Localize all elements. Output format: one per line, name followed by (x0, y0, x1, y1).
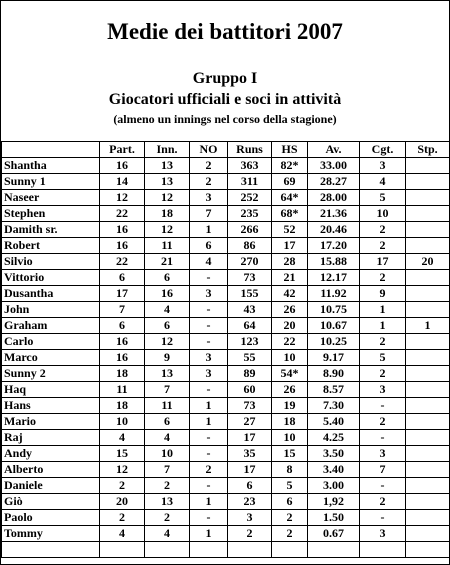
stat-cell: - (190, 334, 228, 350)
player-name-cell: Dusantha (2, 286, 100, 302)
empty-cell (272, 542, 308, 558)
stat-cell: 22 (100, 254, 145, 270)
header-name-cell (2, 142, 100, 158)
stat-cell: 11 (145, 238, 190, 254)
stat-cell: - (190, 446, 228, 462)
stat-cell: 3 (190, 350, 228, 366)
stat-cell: 5 (272, 478, 308, 494)
stat-cell (406, 430, 450, 446)
stat-cell: 20 (272, 318, 308, 334)
stat-cell: 52 (272, 222, 308, 238)
stat-cell (406, 174, 450, 190)
stat-cell: 2 (190, 462, 228, 478)
stat-cell: - (190, 382, 228, 398)
stat-cell: 15 (100, 446, 145, 462)
stat-cell: 2 (228, 526, 272, 542)
stat-cell: 3 (360, 382, 406, 398)
stat-cell: 68* (272, 206, 308, 222)
stat-cell: - (360, 398, 406, 414)
stat-cell: 12 (145, 334, 190, 350)
player-name-cell: Paolo (2, 510, 100, 526)
stat-cell: 6 (228, 478, 272, 494)
stat-cell: 86 (228, 238, 272, 254)
empty-cell (406, 542, 450, 558)
stat-cell (406, 206, 450, 222)
stat-cell: 3 (360, 446, 406, 462)
stat-cell: 13 (145, 158, 190, 174)
table-row (2, 222, 450, 238)
player-name-cell: Tommy (2, 526, 100, 542)
stat-cell: 7 (100, 302, 145, 318)
stat-cell: 4 (360, 174, 406, 190)
stat-cell: 27 (228, 414, 272, 430)
stat-cell: 9.17 (308, 350, 360, 366)
stat-cell: 6 (145, 414, 190, 430)
stat-cell (406, 462, 450, 478)
header-cell: HS (272, 142, 308, 158)
stat-cell: 35 (228, 446, 272, 462)
stat-cell: 9 (360, 286, 406, 302)
stat-cell: 16 (100, 350, 145, 366)
stat-cell: 26 (272, 302, 308, 318)
stat-cell: 0.67 (308, 526, 360, 542)
stat-cell: 2 (100, 510, 145, 526)
player-name-cell: Damith sr. (2, 222, 100, 238)
stat-cell: 1.50 (308, 510, 360, 526)
stat-cell: 64 (228, 318, 272, 334)
stat-cell: 12 (100, 190, 145, 206)
table-row (2, 366, 450, 382)
stat-cell: 3.40 (308, 462, 360, 478)
player-name-cell: John (2, 302, 100, 318)
header-cell: NO (190, 142, 228, 158)
stat-cell: 3 (190, 286, 228, 302)
stat-cell (406, 494, 450, 510)
stat-cell: 10 (272, 350, 308, 366)
stat-cell: 12.17 (308, 270, 360, 286)
header-cell: Inn. (145, 142, 190, 158)
stat-cell: 4 (100, 430, 145, 446)
stat-cell: 1 (190, 398, 228, 414)
header-cell: Runs (228, 142, 272, 158)
stat-cell: 73 (228, 270, 272, 286)
stat-cell: 33.00 (308, 158, 360, 174)
player-name-cell: Naseer (2, 190, 100, 206)
player-name-cell: Alberto (2, 462, 100, 478)
stat-cell: 28 (272, 254, 308, 270)
stat-cell: 10.25 (308, 334, 360, 350)
stat-cell: - (190, 478, 228, 494)
stat-cell: 17.20 (308, 238, 360, 254)
stat-cell: 2 (145, 478, 190, 494)
stat-cell: 21.36 (308, 206, 360, 222)
stat-cell: 16 (145, 286, 190, 302)
table-row (2, 494, 450, 510)
stat-cell: 12 (100, 462, 145, 478)
stat-cell (406, 238, 450, 254)
stat-cell: 1 (190, 222, 228, 238)
stat-cell: 21 (272, 270, 308, 286)
stat-cell: 235 (228, 206, 272, 222)
player-name-cell: Robert (2, 238, 100, 254)
empty-cell (228, 542, 272, 558)
group-heading: Gruppo I (192, 70, 258, 87)
stat-cell: 123 (228, 334, 272, 350)
stat-cell: 54* (272, 366, 308, 382)
stat-cell: 4 (190, 254, 228, 270)
stat-cell: 17 (100, 286, 145, 302)
stat-cell: 6 (272, 494, 308, 510)
stat-cell: 7 (190, 206, 228, 222)
stat-cell: 1 (360, 302, 406, 318)
stat-cell: 20 (406, 254, 450, 270)
table-row (2, 510, 450, 526)
table-header-row (2, 142, 450, 158)
stat-cell: 8.90 (308, 366, 360, 382)
stat-cell: 73 (228, 398, 272, 414)
stat-cell: - (360, 510, 406, 526)
stat-cell: 19 (272, 398, 308, 414)
stat-cell: - (190, 430, 228, 446)
stat-cell: 6 (190, 238, 228, 254)
stat-cell: 2 (360, 334, 406, 350)
stat-cell: 311 (228, 174, 272, 190)
stat-cell: 6 (100, 270, 145, 286)
player-name-cell: Carlo (2, 334, 100, 350)
stat-cell: 2 (272, 510, 308, 526)
stat-cell: 4.25 (308, 430, 360, 446)
stat-cell: 55 (228, 350, 272, 366)
stat-cell: 7.30 (308, 398, 360, 414)
stat-cell: 2 (360, 222, 406, 238)
stat-cell: 8 (272, 462, 308, 478)
stat-cell: 12 (145, 222, 190, 238)
table-row (2, 286, 450, 302)
stat-cell: 11.92 (308, 286, 360, 302)
table-row (2, 398, 450, 414)
table-row (2, 334, 450, 350)
stat-cell: 16 (100, 238, 145, 254)
stat-cell: 4 (145, 430, 190, 446)
stat-cell: 60 (228, 382, 272, 398)
stat-cell (406, 190, 450, 206)
stat-cell: 18 (100, 366, 145, 382)
stat-cell: 2 (145, 510, 190, 526)
stat-cell: - (190, 270, 228, 286)
player-name-cell: Mario (2, 414, 100, 430)
stat-cell: 89 (228, 366, 272, 382)
table-row (2, 350, 450, 366)
table-row (2, 206, 450, 222)
table-row (2, 382, 450, 398)
empty-cell (2, 542, 100, 558)
batting-averages-table (1, 141, 450, 558)
stat-cell: 13 (145, 366, 190, 382)
stat-cell: 13 (145, 174, 190, 190)
stat-cell: 14 (100, 174, 145, 190)
stat-cell (406, 302, 450, 318)
table-row (2, 318, 450, 334)
header-cell: Av. (308, 142, 360, 158)
stat-cell: 10.75 (308, 302, 360, 318)
stat-cell: 1 (406, 318, 450, 334)
stat-cell: 266 (228, 222, 272, 238)
header-cell: Cgt. (360, 142, 406, 158)
stat-cell (406, 446, 450, 462)
stat-cell: 16 (100, 334, 145, 350)
stat-cell (406, 270, 450, 286)
stat-cell: 28.27 (308, 174, 360, 190)
player-name-cell: Sunny 2 (2, 366, 100, 382)
stat-cell: 42 (272, 286, 308, 302)
player-name-cell: Graham (2, 318, 100, 334)
stat-cell: 3.00 (308, 478, 360, 494)
stat-cell: 1 (190, 526, 228, 542)
stat-cell: 270 (228, 254, 272, 270)
stat-cell: 3.50 (308, 446, 360, 462)
stat-cell: 22 (100, 206, 145, 222)
stat-cell: 20.46 (308, 222, 360, 238)
table-row (2, 446, 450, 462)
player-name-cell: Sunny 1 (2, 174, 100, 190)
stat-cell: 15 (272, 446, 308, 462)
player-name-cell: Raj (2, 430, 100, 446)
stat-cell: 64* (272, 190, 308, 206)
header-cell: Part. (100, 142, 145, 158)
stat-cell: 23 (228, 494, 272, 510)
stat-cell: 2 (360, 366, 406, 382)
empty-row (2, 542, 450, 558)
stat-cell (406, 222, 450, 238)
stat-cell: 10 (360, 206, 406, 222)
player-name-cell: Silvio (2, 254, 100, 270)
table-row (2, 158, 450, 174)
stat-cell (406, 414, 450, 430)
stat-cell: 5 (360, 350, 406, 366)
stat-cell: 9 (145, 350, 190, 366)
stat-cell: 17 (360, 254, 406, 270)
stat-cell: 2 (360, 494, 406, 510)
stat-cell: 18 (272, 414, 308, 430)
stat-cell: - (360, 430, 406, 446)
stat-cell (406, 350, 450, 366)
player-name-cell: Giò (2, 494, 100, 510)
table-row (2, 302, 450, 318)
stat-cell: 4 (145, 526, 190, 542)
table-row (2, 190, 450, 206)
stat-cell: 155 (228, 286, 272, 302)
stat-cell (406, 158, 450, 174)
stat-cell: 18 (145, 206, 190, 222)
stat-cell: 10 (100, 414, 145, 430)
stat-cell: 8.57 (308, 382, 360, 398)
stat-cell (406, 366, 450, 382)
stat-cell: 5.40 (308, 414, 360, 430)
stat-cell: - (190, 318, 228, 334)
group-subtitle: Giocatori ufficiali e soci in attività (108, 91, 342, 108)
stat-cell: 13 (145, 494, 190, 510)
empty-cell (145, 542, 190, 558)
empty-cell (360, 542, 406, 558)
stat-cell: - (190, 510, 228, 526)
stat-cell: 11 (145, 398, 190, 414)
stat-cell: 16 (100, 158, 145, 174)
stat-cell: - (360, 478, 406, 494)
stat-cell: 7 (145, 382, 190, 398)
stat-cell: 7 (360, 462, 406, 478)
stat-cell (406, 286, 450, 302)
stat-cell: 11 (100, 382, 145, 398)
empty-cell (190, 542, 228, 558)
stat-cell (406, 382, 450, 398)
table-row (2, 478, 450, 494)
stat-cell: 26 (272, 382, 308, 398)
stat-cell: 6 (145, 318, 190, 334)
stat-cell: 363 (228, 158, 272, 174)
qualification-note: (almeno un innings nel corso della stagione) (113, 112, 337, 126)
stat-cell: 1 (190, 414, 228, 430)
stat-cell (406, 478, 450, 494)
stat-cell: 18 (100, 398, 145, 414)
player-name-cell: Daniele (2, 478, 100, 494)
stat-cell: 1 (190, 494, 228, 510)
stat-cell (406, 398, 450, 414)
stat-cell: 17 (272, 238, 308, 254)
player-name-cell: Shantha (2, 158, 100, 174)
stat-cell: 10.67 (308, 318, 360, 334)
stat-cell: 10 (145, 446, 190, 462)
stat-cell: 20 (100, 494, 145, 510)
stat-cell: 28.00 (308, 190, 360, 206)
table-row (2, 430, 450, 446)
stat-cell: 15.88 (308, 254, 360, 270)
stat-cell: 2 (190, 174, 228, 190)
stat-cell: 7 (145, 462, 190, 478)
stat-cell: 6 (145, 270, 190, 286)
stat-cell: 2 (272, 526, 308, 542)
player-name-cell: Vittorio (2, 270, 100, 286)
stat-cell: 3 (360, 158, 406, 174)
stat-cell: 17 (228, 462, 272, 478)
stat-cell: 2 (360, 238, 406, 254)
stat-cell: 82* (272, 158, 308, 174)
table-row (2, 462, 450, 478)
stat-cell: 69 (272, 174, 308, 190)
stat-cell: 1,92 (308, 494, 360, 510)
stat-cell: 3 (360, 526, 406, 542)
stat-cell: 43 (228, 302, 272, 318)
stat-cell: 3 (190, 366, 228, 382)
table-row (2, 238, 450, 254)
stat-cell: 2 (360, 270, 406, 286)
stat-cell: 4 (100, 526, 145, 542)
stat-cell: 17 (228, 430, 272, 446)
stat-cell: - (190, 302, 228, 318)
player-name-cell: Andy (2, 446, 100, 462)
stat-cell: 252 (228, 190, 272, 206)
header-cell: Stp. (406, 142, 450, 158)
player-name-cell: Hans (2, 398, 100, 414)
stat-cell: 16 (100, 222, 145, 238)
stat-cell: 1 (360, 318, 406, 334)
empty-cell (308, 542, 360, 558)
stat-cell: 5 (360, 190, 406, 206)
stat-cell: 2 (100, 478, 145, 494)
player-name-cell: Haq (2, 382, 100, 398)
stat-cell: 3 (228, 510, 272, 526)
page-title: Medie dei battitori 2007 (107, 19, 343, 44)
table-row (2, 526, 450, 542)
stat-cell: 10 (272, 430, 308, 446)
stat-cell: 3 (190, 190, 228, 206)
table-row (2, 270, 450, 286)
player-name-cell: Marco (2, 350, 100, 366)
stat-cell (406, 334, 450, 350)
stat-cell: 22 (272, 334, 308, 350)
stat-cell: 12 (145, 190, 190, 206)
stat-cell (406, 526, 450, 542)
stat-cell: 21 (145, 254, 190, 270)
empty-cell (100, 542, 145, 558)
stat-cell: 4 (145, 302, 190, 318)
table-row (2, 414, 450, 430)
stat-cell: 2 (360, 414, 406, 430)
stat-cell: 6 (100, 318, 145, 334)
table-row (2, 254, 450, 270)
stat-cell: 2 (190, 158, 228, 174)
stat-cell (406, 510, 450, 526)
player-name-cell: Stephen (2, 206, 100, 222)
table-row (2, 174, 450, 190)
